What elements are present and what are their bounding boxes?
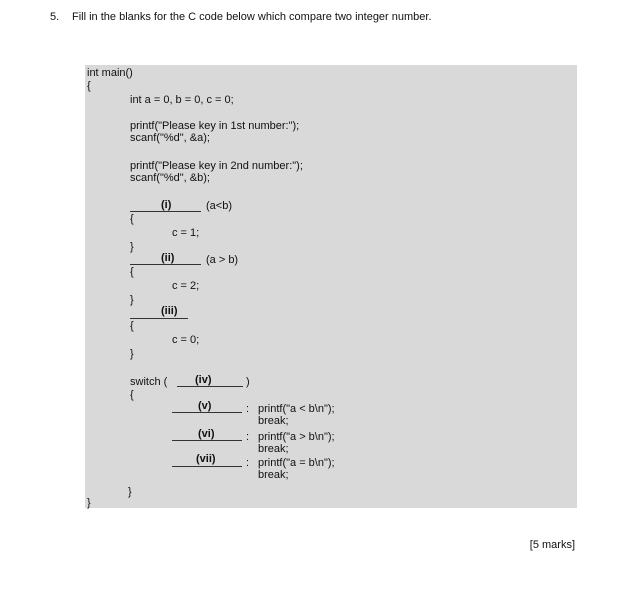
blank-v-label: (v) [198,400,212,412]
code-main-close-brace: } [87,497,91,509]
code-break-vii: break; [258,469,289,481]
code-brace-open-3: { [130,320,134,332]
blank-vi-line [172,440,242,441]
blank-ii-label: (ii) [161,252,175,264]
blank-iv-label: (iv) [195,374,212,386]
code-colon-v: : [246,403,250,415]
question-number: 5. [50,11,60,23]
code-condition-ii: (a > b) [206,254,239,266]
blank-i-line [130,211,201,212]
code-brace-close-3: } [130,348,134,360]
code-switch-open-brace: { [130,389,134,401]
blank-iii-label: (iii) [161,305,178,317]
code-printf-vi: printf("a > b\n"); [258,431,335,443]
code-switch-close-paren: ) [246,376,250,388]
blank-iv-line [177,386,243,387]
code-assign-c2: c = 2; [172,280,200,292]
code-brace-open-1: { [130,213,134,225]
blank-vi-label: (vi) [198,428,215,440]
code-printf1: printf("Please key in 1st number:"); [130,120,300,132]
code-colon-vi: : [246,431,250,443]
code-switch-close-brace: } [128,486,132,498]
code-brace-close-1: } [130,241,134,253]
code-colon-vii: : [246,457,250,469]
blank-iii-line [130,318,188,319]
code-switch-keyword: switch ( [130,376,168,388]
code-assign-c1: c = 1; [172,227,200,239]
code-main-open-brace: { [87,80,91,92]
blank-i-label: (i) [161,199,172,211]
code-main-decl: int main() [87,67,133,79]
code-scanf2: scanf("%d", &b); [130,172,210,184]
code-condition-i: (a<b) [206,200,232,212]
code-printf-vii: printf("a = b\n"); [258,457,335,469]
blank-vii-line [172,466,242,467]
marks-label: [5 marks] [529,539,575,551]
code-printf2: printf("Please key in 2nd number:"); [130,160,303,172]
code-assign-c0: c = 0; [172,334,200,346]
code-break-v: break; [258,415,289,427]
code-brace-close-2: } [130,294,134,306]
blank-ii-line [130,264,201,265]
code-brace-open-2: { [130,266,134,278]
code-init: int a = 0, b = 0, c = 0; [130,94,234,106]
code-printf-v: printf("a < b\n"); [258,403,335,415]
blank-v-line [172,412,242,413]
blank-vii-label: (vii) [196,453,216,465]
code-break-vi: break; [258,443,289,455]
question-text: Fill in the blanks for the C code below which compare two integer number. [72,11,432,23]
code-scanf1: scanf("%d", &a); [130,132,210,144]
